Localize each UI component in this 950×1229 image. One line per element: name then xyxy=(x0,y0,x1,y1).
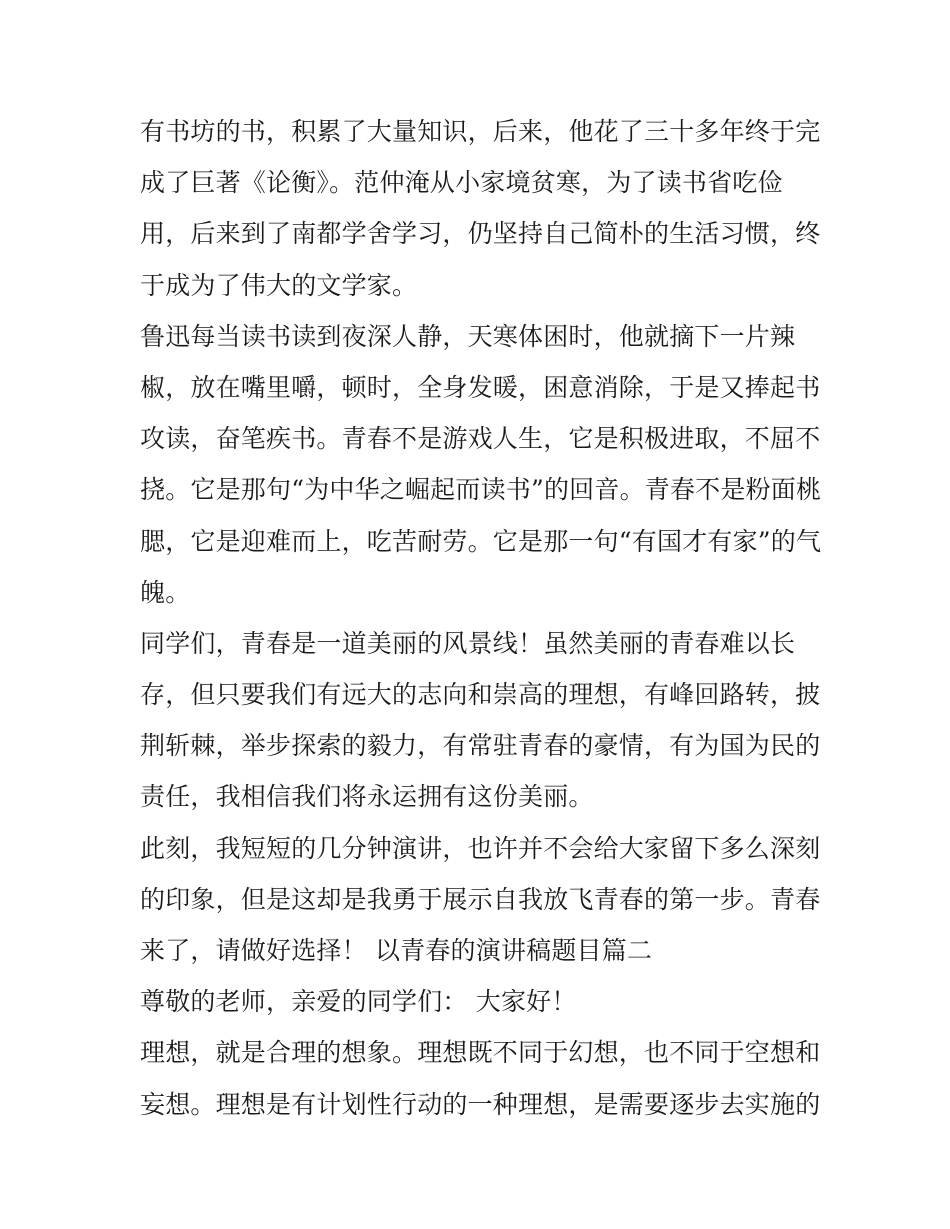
text-line: 腮，它是迎难而上，吃苦耐劳。它是那一句“有国才有家”的气 xyxy=(140,526,822,556)
text-line: 用，后来到了南都学舍学习，仍坚持自己简朴的生活习惯，终 xyxy=(140,219,821,249)
text-line: 尊敬的老师，亲爱的同学们： 大家好！ xyxy=(140,987,577,1017)
text-line: 此刻，我短短的几分钟演讲，也许并不会给大家留下多么深刻 xyxy=(140,833,821,863)
text-line: 存，但只要我们有远大的志向和崇高的理想，有峰回路转，披 xyxy=(140,680,821,710)
text-line: 鲁迅每当读书读到夜深人静，天寒体困时，他就摘下一片辣 xyxy=(140,321,796,351)
text-line: 有书坊的书，积累了大量知识，后来，他花了三十多年终于完 xyxy=(140,117,821,146)
text-line: 的印象，但是这却是我勇于展示自我放飞青春的第一步。青春 xyxy=(140,884,821,914)
text-line: 同学们，青春是一道美丽的风景线！虽然美丽的青春难以长 xyxy=(140,628,796,658)
text-line: 理想，就是合理的想象。理想既不同于幻想，也不同于空想和 xyxy=(140,1038,821,1068)
text-line: 责任，我相信我们将永运拥有这份美丽。 xyxy=(140,782,594,812)
text-line: 攻读，奋笔疾书。青春不是游戏人生，它是积极进取，不屈不 xyxy=(140,424,821,454)
text-line: 来了，请做好选择！ 以青春的演讲稿题目篇二 xyxy=(140,936,653,965)
text-line: 魄。 xyxy=(140,577,191,607)
text-line: 成了巨著《论衡》。范仲淹从小家境贫寒，为了读书省吃俭 xyxy=(140,168,783,198)
text-line: 挠。它是那句“为中华之崛起而读书”的回音。青春不是粉面桃 xyxy=(140,475,822,505)
document-body xyxy=(140,106,820,1130)
text-line: 荆斩棘，举步探索的毅力，有常驻青春的豪情，有为国为民的 xyxy=(140,731,821,761)
text-line: 于成为了伟大的文学家。 xyxy=(140,270,418,300)
text-line: 妄想。理想是有计划性行动的一种理想，是需要逐步去实施的 xyxy=(140,1089,821,1119)
text-line: 椒，放在嘴里嚼，顿时，全身发暖，困意消除，于是又捧起书 xyxy=(140,372,821,402)
